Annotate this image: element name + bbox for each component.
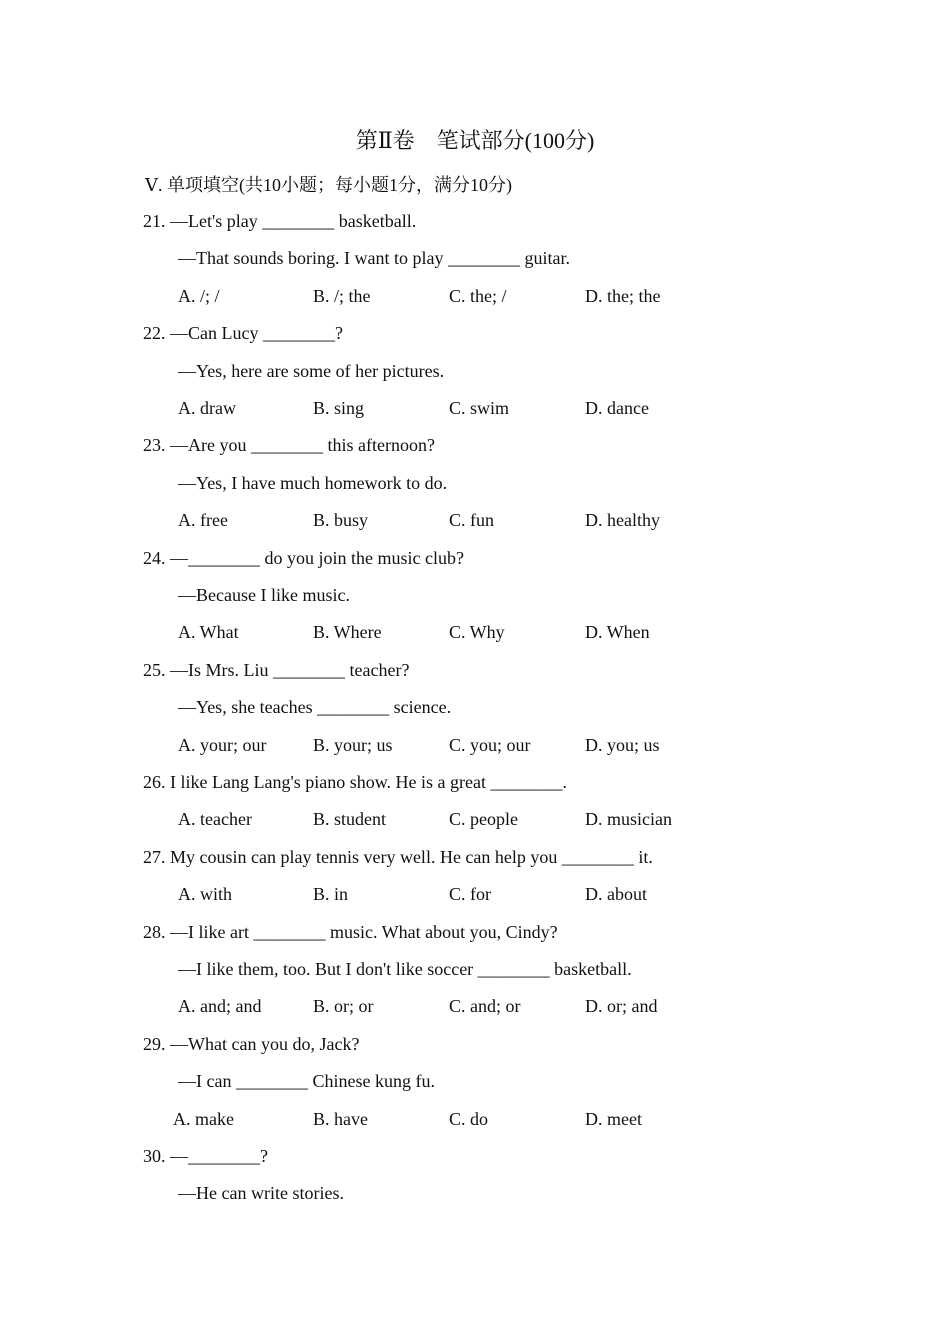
answer-option: C. you; our [449, 735, 531, 755]
answer-option: C. do [449, 1109, 489, 1129]
section-heading: Ⅴ. 单项填空(共10小题；每小题1分，满分10分) [145, 175, 512, 195]
answer-option: B. your; us [313, 735, 393, 755]
answer-option: D. the; the [585, 286, 661, 306]
answer-option: B. Where [313, 622, 382, 642]
answer-option: A. with [178, 884, 232, 904]
answer-option: A. What [178, 622, 239, 642]
question-reply: —Yes, here are some of her pictures. [178, 361, 445, 381]
question-reply: —That sounds boring. I want to play ________ guitar. [178, 248, 570, 268]
question-stem: 26. I like Lang Lang's piano show. He is a great ________. [143, 772, 567, 792]
answer-option: D. When [585, 622, 650, 642]
answer-option: C. people [449, 809, 518, 829]
answer-option: A. and; and [178, 996, 262, 1016]
answer-option: D. healthy [585, 510, 660, 530]
answer-option: C. Why [449, 622, 505, 642]
question-reply: —Because I like music. [178, 585, 350, 605]
answer-option: A. draw [178, 398, 236, 418]
answer-option: B. /; the [313, 286, 371, 306]
page-title: 第Ⅱ卷 笔试部分(100分) [355, 128, 595, 153]
answer-option: A. your; our [178, 735, 267, 755]
answer-option: B. have [313, 1109, 368, 1129]
question-stem: 27. My cousin can play tennis very well. He can help you ________ it. [143, 847, 653, 867]
question-reply: —I can ________ Chinese kung fu. [178, 1071, 435, 1091]
answer-option: D. dance [585, 398, 649, 418]
answer-option: B. busy [313, 510, 369, 530]
answer-option: C. for [449, 884, 491, 904]
answer-option: D. you; us [585, 735, 660, 755]
question-stem: 22. —Can Lucy ________? [143, 323, 343, 343]
answer-option: C. and; or [449, 996, 521, 1016]
answer-option: D. or; and [585, 996, 658, 1016]
answer-option: A. free [178, 510, 228, 530]
question-stem: 23. —Are you ________ this afternoon? [143, 435, 435, 455]
question-reply: —I like them, too. But I don't like soccer ________ basketball. [178, 959, 632, 979]
question-stem: 25. —Is Mrs. Liu ________ teacher? [143, 660, 410, 680]
answer-option: C. the; / [449, 286, 507, 306]
question-reply: —Yes, she teaches ________ science. [178, 697, 452, 717]
answer-option: B. sing [313, 398, 365, 418]
answer-option: C. fun [449, 510, 494, 530]
answer-option: D. musician [585, 809, 672, 829]
question-stem: 28. —I like art ________ music. What about you, Cindy? [143, 922, 558, 942]
answer-option: D. meet [585, 1109, 642, 1129]
answer-option: B. or; or [313, 996, 374, 1016]
question-stem: 21. —Let's play ________ basketball. [143, 211, 417, 231]
question-stem: 29. —What can you do, Jack? [143, 1034, 360, 1054]
question-reply: —Yes, I have much homework to do. [178, 473, 448, 493]
answer-option: A. make [173, 1109, 234, 1129]
answer-option: B. in [313, 884, 349, 904]
answer-option: C. swim [449, 398, 510, 418]
answer-option: D. about [585, 884, 647, 904]
answer-option: A. /; / [178, 286, 220, 306]
answer-option: B. student [313, 809, 387, 829]
answer-option: A. teacher [178, 809, 252, 829]
question-reply: —He can write stories. [178, 1183, 344, 1203]
question-stem: 30. —________? [143, 1146, 268, 1166]
question-stem: 24. —________ do you join the music club? [143, 548, 464, 568]
